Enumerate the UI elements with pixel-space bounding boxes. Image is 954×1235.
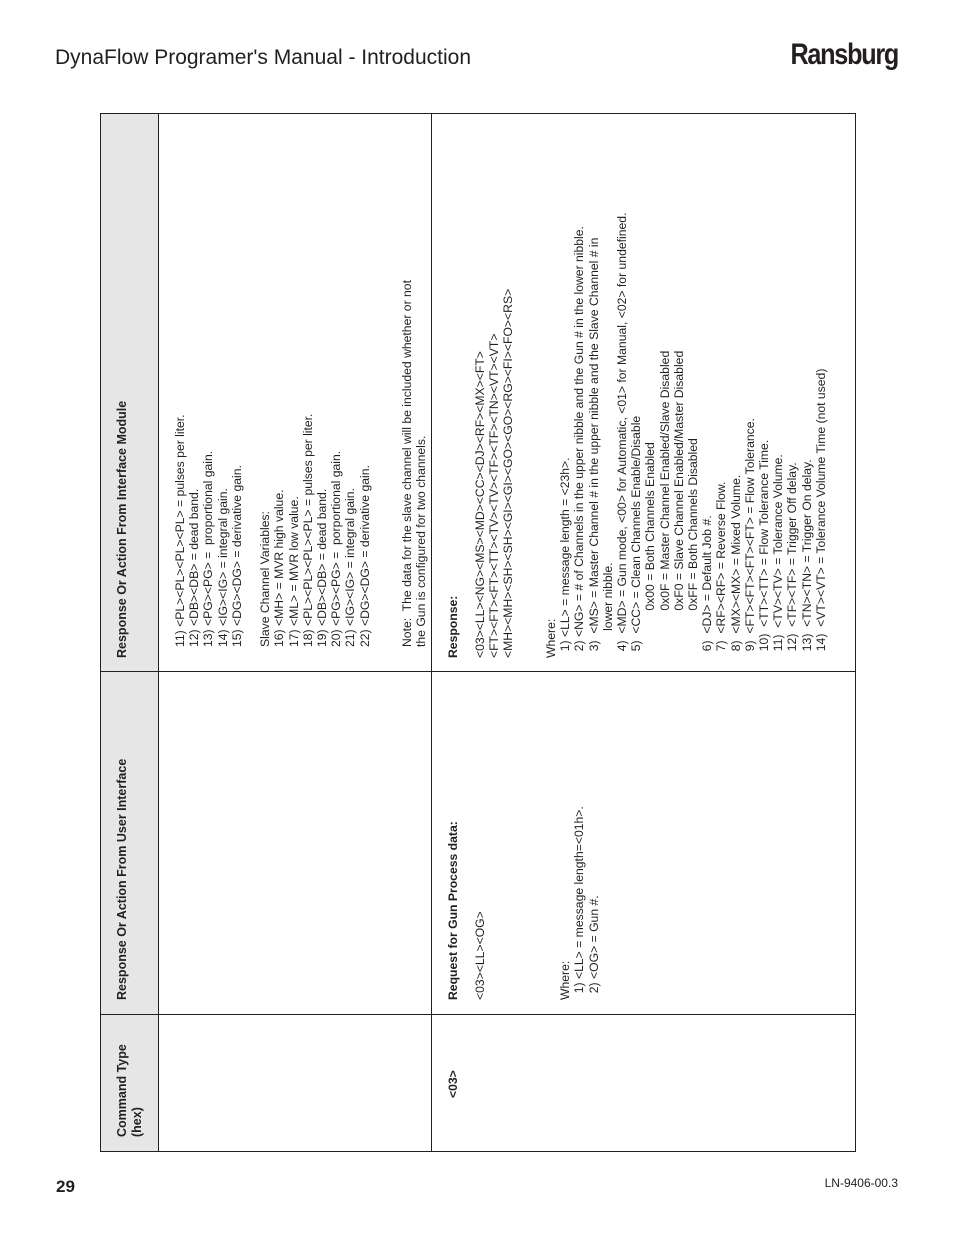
row2-user-title: Request for Gun Process data: [446,821,460,1000]
column-divider-2 [101,671,855,672]
column-divider-1 [101,1014,855,1015]
page-title: DynaFlow Programer's Manual - Introduction [55,46,472,69]
column-header-user-interface: Response Or Action From User Interface [115,758,129,1000]
table-header-band [101,114,159,1151]
page-number: 29 [56,1177,75,1196]
column-header-interface-module: Response Or Action From Interface Module [115,400,129,658]
row2-user-text: <03><LL><OG> Where: 1) <LL> = message length=<01h>. 2) <OG> = Gun #. [473,806,601,1000]
row2-command-code: <03> [446,1070,460,1098]
row2-module-text: <03><LL><NG><MS><MD><CC><DJ><RF><MX><FT> <FT><FT><FT><TT><TV><TV><TF><TF><TN><VT><VT> <MH><MH><SH><SH><GI><GI><GO><GO><RG><FI><FO><RS> Where: 1) <LL> = message length = <23h>. 2) <NG> = # of Channels in the upper nibble and the Gun # in the lower nibble. 3) <MS> = Master Channel # in the upper nibble and the Slave Channel # in lower nibble. 4) <MD> = Gun mode, <00> for Automatic, <01> for Manual, <02> for undefined. 5) <CC> = Clean Channels Enable/Disable 0x00 = Both Channels Enabled 0x0F = Master Channel Enabled/Slave Disabled 0xF0 = Slave Channel Enabled/Master Disabled 0xFF = Both Channels Disabled 6) <DJ> = Default Job #. 7) <RF><RF> = Reverse Flow. 8) <MX><MX> = Mixed Volume. 9) <FT><FT><FT><FT> = Flow Tolerance. 10) <TT><TT> = Flow Tolerance Time. 11) <TV><TV> = Tolerance Volume. 12) <TF><TF> = Trigger Off delay. 13) <TN><TN> = Trigger On delay. 14) <VT><VT> = Tolerance Volume Time (not used) [473,212,828,658]
document-number: LN-9406-00.3 [824,1176,898,1190]
row1-module-text: 11) <PL><PL><PL><PL> = pulses per liter. 12) <DB><DB> = dead band. 13) <PG><PG> = proportional gain. 14) <IG><IG> = integral gain. 15) <DG><DG> = derivative gain. Slave Channel Variables: 16) <MH> = MVR high value. 17) <ML> = MVR low value. 18) <PL><PL><PL><PL> = pulses per liter. 19) <DB><DB> = dead band. 20) <PG><PG> = porportional gain. 21) <IG><IG> = integral gain. 22) <DG><DG> = derivative gain. Note: The data for the slave channel will be included whether or not the Gun is configured for two channels. [173,280,429,647]
row2-module-title: Response: [446,595,460,658]
brand-logo: Ransburg [790,38,898,71]
column-header-command-type: Command Type (hex) [115,1044,144,1137]
command-table [100,113,856,1152]
